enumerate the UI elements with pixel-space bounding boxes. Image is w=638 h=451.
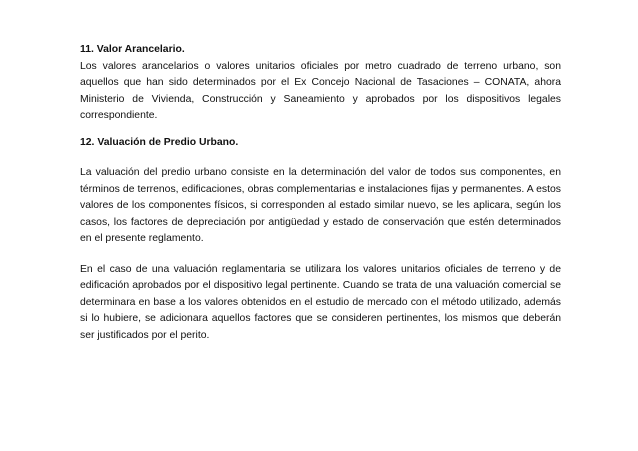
section-11-heading: 11. Valor Arancelario. bbox=[80, 44, 185, 55]
spacer bbox=[80, 151, 561, 165]
section-11-body: Los valores arancelarios o valores unitarios oficiales por metro cuadrado de terreno urbano, son aquellos que han sido determinados por el Ex Concejo Nacional de Tasaciones – CONATA, ahora Ministerio de Vivienda, Construcción y Saneamiento y aprobados por los dispositivos legales correspondiente. bbox=[80, 60, 561, 121]
spacer bbox=[80, 125, 561, 135]
section-12-heading: 12. Valuación de Predio Urbano. bbox=[80, 136, 239, 148]
spacer bbox=[80, 248, 561, 262]
section-12-paragraph-2: En el caso de una valuación reglamentaria se utilizara los valores unitarios oficiales de terreno y de edificación aprobados por el dispositivo legal pertinente. Cuando se trata de una valuación comercial se determinara en base a los valores obtenidos en el estudio de mercado con el método utilizado, además si lo hubiere, se adicionara aquellos factores que se consideren pertinentes, los mismos que deberán ser justificados por el perito. bbox=[80, 263, 561, 341]
section-12-paragraph-1: La valuación del predio urbano consiste en la determinación del valor de todos sus componentes, en términos de terrenos, edificaciones, obras complementarias e instalaciones fijas y permanentes. A estos valores de los componentes físicos, si corresponden al estado similar nuevo, se les aplicara, según los casos, los factores de depreciación por antigüedad y estado de conservación que estén determinados en el presente reglamento. bbox=[80, 167, 561, 244]
document-page bbox=[80, 42, 561, 344]
